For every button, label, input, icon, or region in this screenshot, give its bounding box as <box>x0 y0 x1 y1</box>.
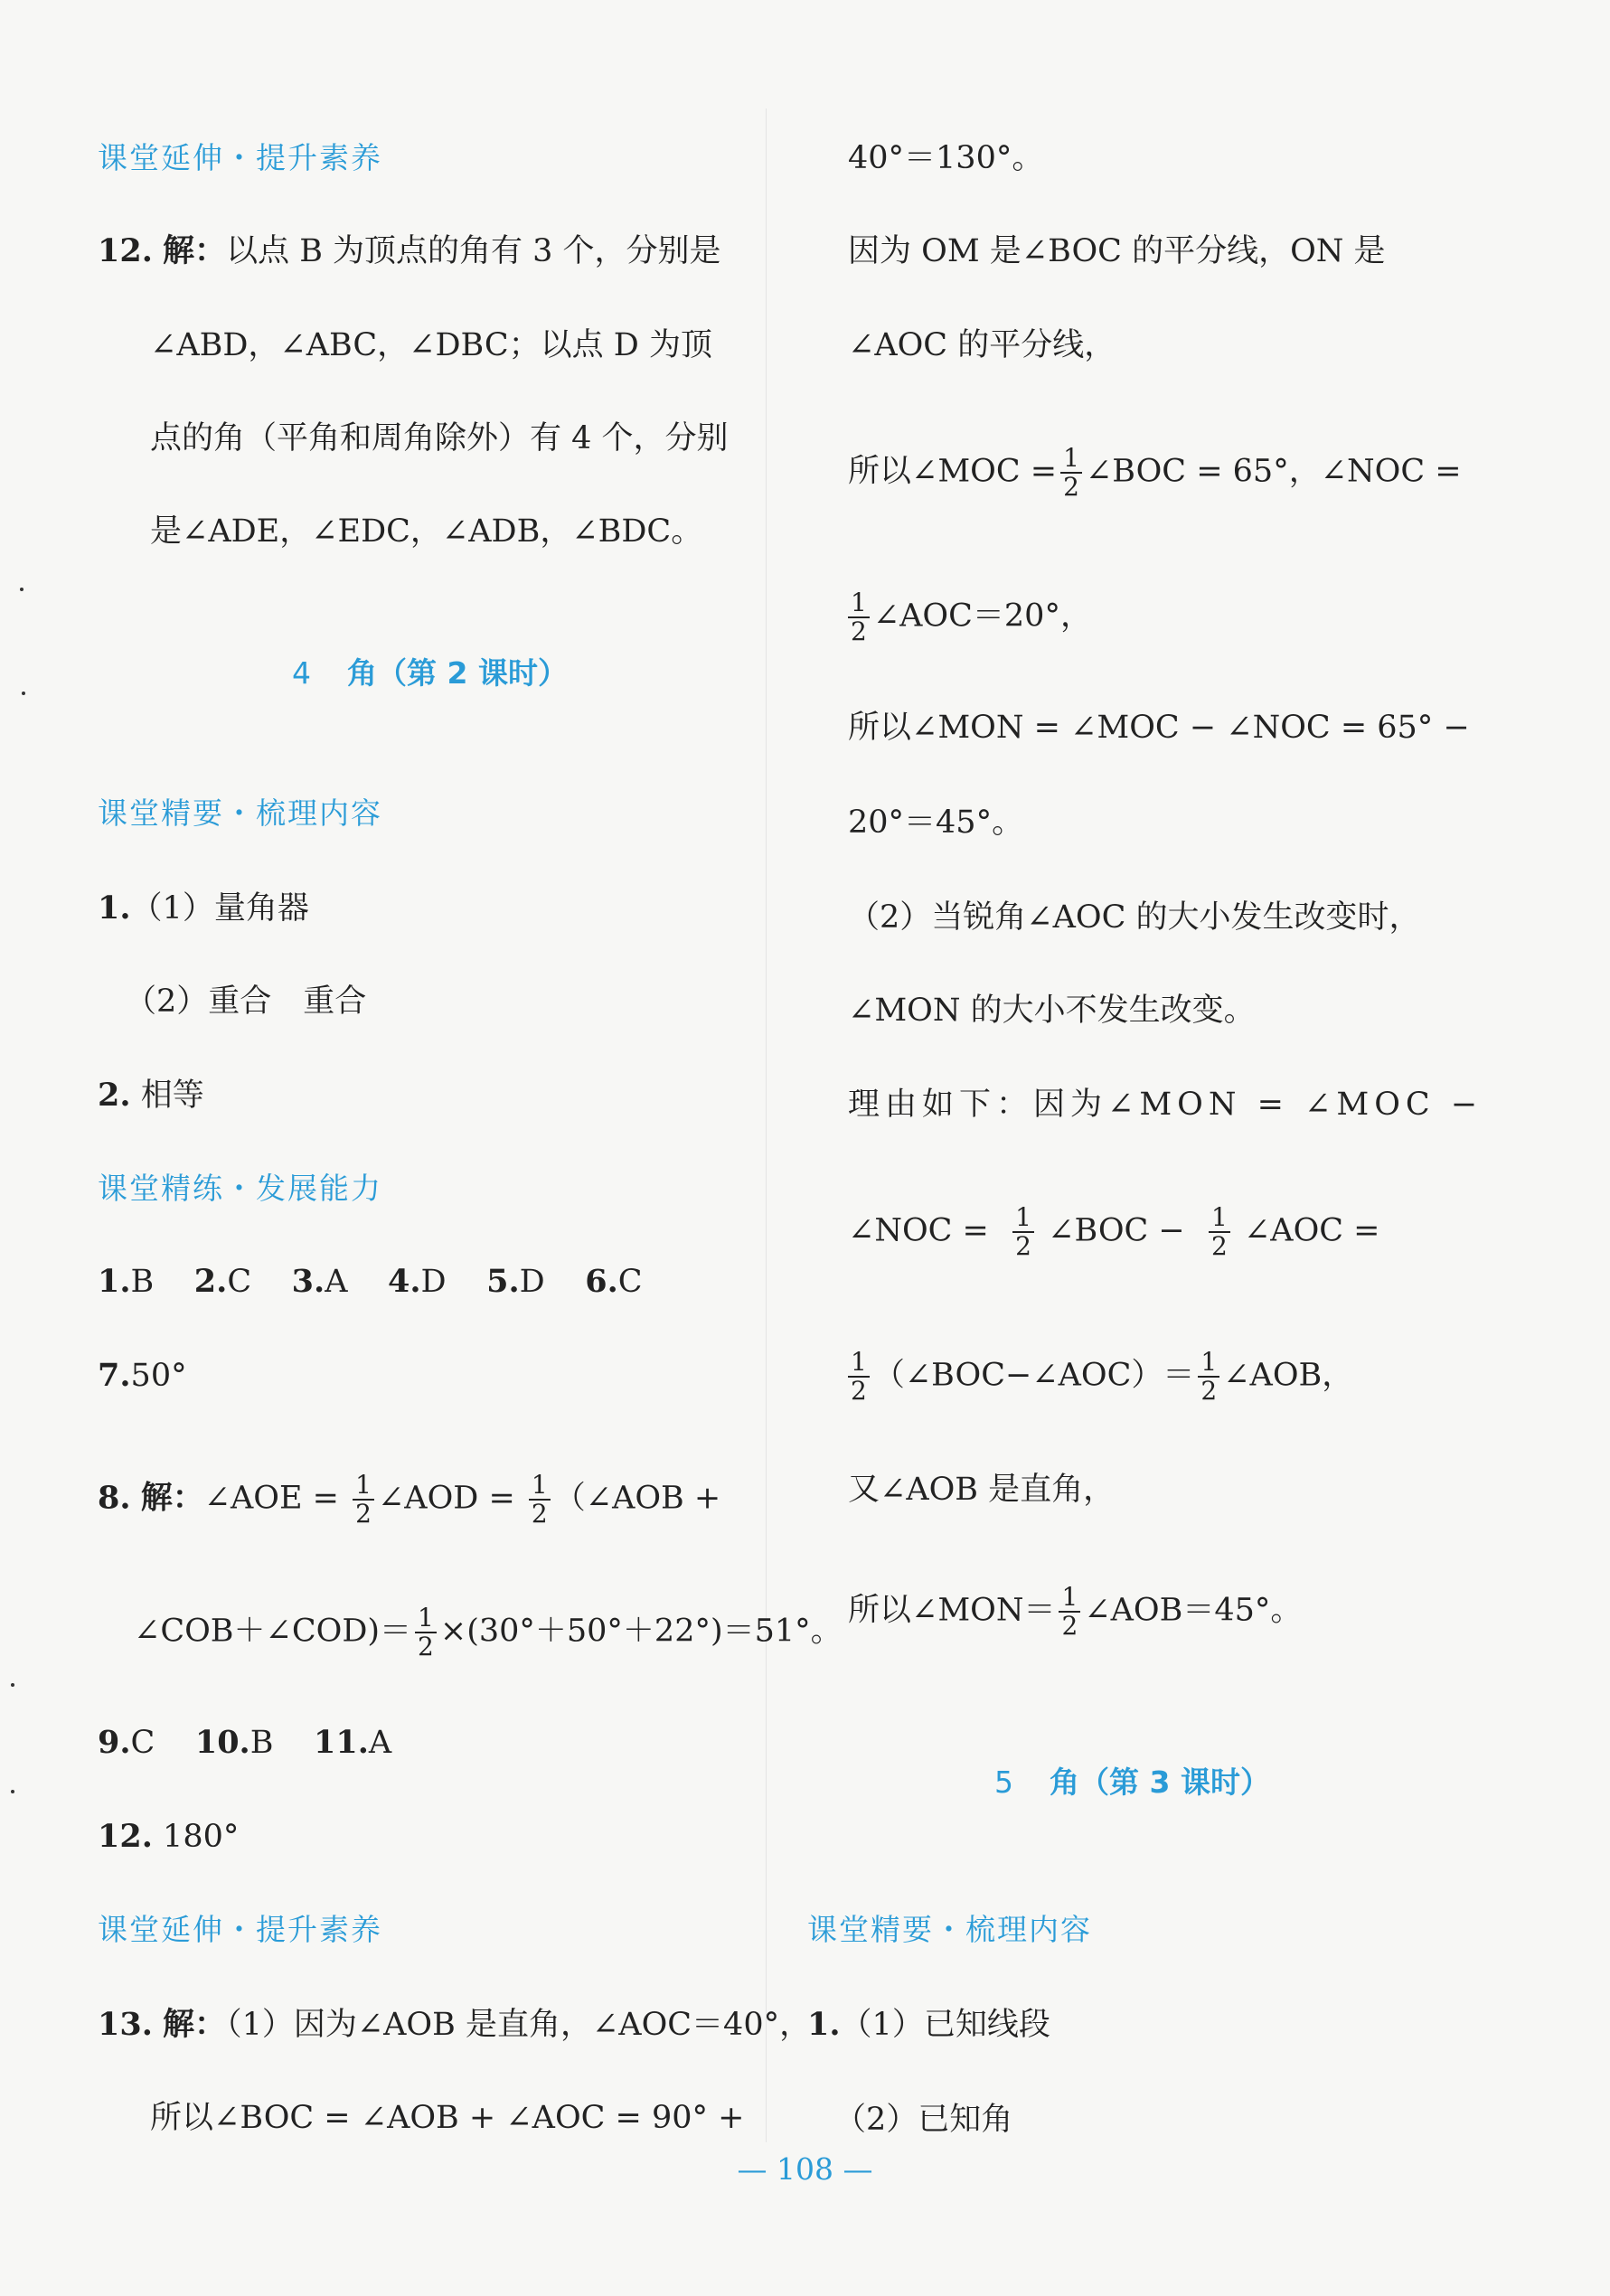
question-number: 7. <box>98 1357 131 1394</box>
choice-item: 6.C <box>585 1263 643 1300</box>
answer-1 <box>807 2007 1050 2043</box>
math-text: ×(30°＋50°＋22°)＝51°。 <box>439 1613 843 1650</box>
question-number: 1. <box>807 2006 841 2043</box>
answer-line <box>848 1204 1380 1260</box>
scan-speck <box>22 692 25 695</box>
choice-item: 4.D <box>387 1263 447 1300</box>
answer-text: 以点 B 为顶点的角有 3 个，分别是 <box>226 233 721 269</box>
choice-item: 5.D <box>486 1263 545 1300</box>
math-text: ∠AOC＝20°， <box>872 598 1092 635</box>
section-heading: 课堂精要・梳理内容 <box>807 1912 1092 1947</box>
math-text: ∠AOB＝45°。 <box>1084 1592 1303 1629</box>
scan-speck <box>11 1683 14 1687</box>
answer-line: 所以∠BOC = ∠AOB + ∠AOC = 90° + <box>150 2100 745 2136</box>
fraction-half: $\frac{1}{2}$ <box>848 1349 870 1405</box>
choice-item: 10.B <box>194 1724 274 1761</box>
choice-item: 3.A <box>291 1263 348 1300</box>
answer-13 <box>98 2007 811 2043</box>
math-text: ∠AOB， <box>1223 1357 1354 1394</box>
math-text: ∠COB＋∠COD)＝ <box>134 1613 412 1650</box>
left-column <box>98 0 843 2296</box>
answer-text: 相等 <box>140 1077 204 1114</box>
answer-line: 是∠ADE，∠EDC，∠ADB，∠BDC。 <box>150 513 703 550</box>
question-number: 13. <box>98 2006 153 2043</box>
chapter-number: 5 <box>994 1764 1013 1800</box>
section-heading: 课堂精要・梳理内容 <box>98 795 382 831</box>
answer-line: 40°＝130°。 <box>848 140 1044 176</box>
math-text: 所以∠MOC = <box>848 453 1058 490</box>
answer-line <box>134 1604 843 1661</box>
question-number: 12. <box>98 1818 153 1855</box>
chapter-number: 4 <box>292 655 311 691</box>
answer-line: 所以∠MON = ∠MOC − ∠NOC = 65° − <box>848 710 1470 746</box>
scan-speck <box>11 1790 14 1793</box>
chapter-title: 角（第 3 课时） <box>1050 1764 1270 1800</box>
solution-label: 解： <box>163 232 227 269</box>
fraction-half: $\frac{1}{2}$ <box>848 589 870 645</box>
answer-line <box>848 589 1092 645</box>
choice-answers <box>98 1264 643 1300</box>
section-heading: 课堂延伸・提升素养 <box>98 140 382 175</box>
chapter-heading <box>994 1764 1270 1801</box>
fraction-half: $\frac{1}{2}$ <box>1059 1584 1080 1640</box>
choice-item: 11.A <box>314 1724 392 1761</box>
answer-line: 又∠AOB 是直角， <box>848 1472 1116 1508</box>
chapter-title: 角（第 2 课时） <box>347 655 568 691</box>
solution-label: 解： <box>140 1479 204 1517</box>
answer-8 <box>98 1472 720 1528</box>
answer-1 <box>98 890 309 927</box>
section-heading: 课堂延伸・提升素养 <box>98 1912 382 1947</box>
choice-item: 2.C <box>193 1263 252 1300</box>
math-text: ∠AOE = <box>203 1480 339 1517</box>
answer-line: ∠ABD，∠ABC，∠DBC；以点 D 为顶 <box>150 327 712 363</box>
question-number: 2. <box>98 1077 131 1114</box>
chapter-heading <box>292 655 568 692</box>
right-column <box>807 0 1571 2296</box>
choice-item: 1.B <box>98 1263 155 1300</box>
answer-text: 180° <box>163 1819 240 1855</box>
fraction-half: $\frac{1}{2}$ <box>353 1472 374 1528</box>
answer-line <box>848 1584 1302 1640</box>
math-text: ∠BOC = 65°，∠NOC = <box>1085 453 1462 490</box>
math-text: ∠NOC = <box>848 1212 989 1249</box>
choice-answers <box>98 1725 391 1761</box>
fraction-half: $\frac{1}{2}$ <box>529 1472 551 1528</box>
answer-text: 50° <box>130 1358 187 1394</box>
math-text: 所以∠MON＝ <box>848 1592 1056 1629</box>
section-heading: 课堂精练・发展能力 <box>98 1171 382 1206</box>
answer-text: （1）已知线段 <box>840 2007 1050 2043</box>
answer-text: （1）因为∠AOB 是直角，∠AOC＝40°， <box>226 2007 812 2043</box>
answer-line: （2）已知角 <box>834 2102 1013 2138</box>
answer-12 <box>98 233 721 269</box>
math-text: ∠BOC − <box>1048 1212 1185 1249</box>
math-text: ∠AOD = <box>377 1480 515 1517</box>
question-number: 8. <box>98 1479 131 1517</box>
answer-line: （2）当锐角∠AOC 的大小发生改变时， <box>848 899 1421 936</box>
answer-7 <box>98 1358 187 1394</box>
answer-12b <box>98 1819 239 1855</box>
answer-line: ∠AOC 的平分线， <box>848 327 1116 363</box>
scan-speck <box>20 588 24 591</box>
answer-text: （1）量角器 <box>130 890 309 927</box>
page-number: — 108 — <box>737 2151 873 2187</box>
answer-line: 因为 OM 是∠BOC 的平分线，ON 是 <box>848 233 1386 269</box>
answer-line: （2）重合 重合 <box>125 983 367 1020</box>
answer-line <box>848 445 1462 501</box>
choice-item: 9.C <box>98 1724 155 1761</box>
fraction-half: $\frac{1}{2}$ <box>1012 1204 1034 1260</box>
math-text: （∠AOB + <box>553 1480 721 1517</box>
fraction-half: $\frac{1}{2}$ <box>1198 1349 1219 1405</box>
math-text: （∠BOC−∠AOC）＝ <box>872 1357 1195 1394</box>
fraction-half: $\frac{1}{2}$ <box>1209 1204 1230 1260</box>
answer-line <box>848 1349 1353 1405</box>
solution-label: 解： <box>163 2006 227 2043</box>
answer-line: 点的角（平角和周角除外）有 4 个，分别 <box>150 420 729 456</box>
answer-line: 理由如下：因为∠MON = ∠MOC − <box>848 1087 1483 1123</box>
answer-line: 20°＝45°。 <box>848 805 1024 841</box>
fraction-half: $\frac{1}{2}$ <box>1060 445 1082 501</box>
math-text: ∠AOC = <box>1243 1212 1380 1249</box>
fraction-half: $\frac{1}{2}$ <box>415 1604 437 1661</box>
answer-2 <box>98 1077 204 1114</box>
answer-line: ∠MON 的大小不发生改变。 <box>848 993 1256 1029</box>
question-number: 1. <box>98 889 131 927</box>
question-number: 12. <box>98 232 153 269</box>
